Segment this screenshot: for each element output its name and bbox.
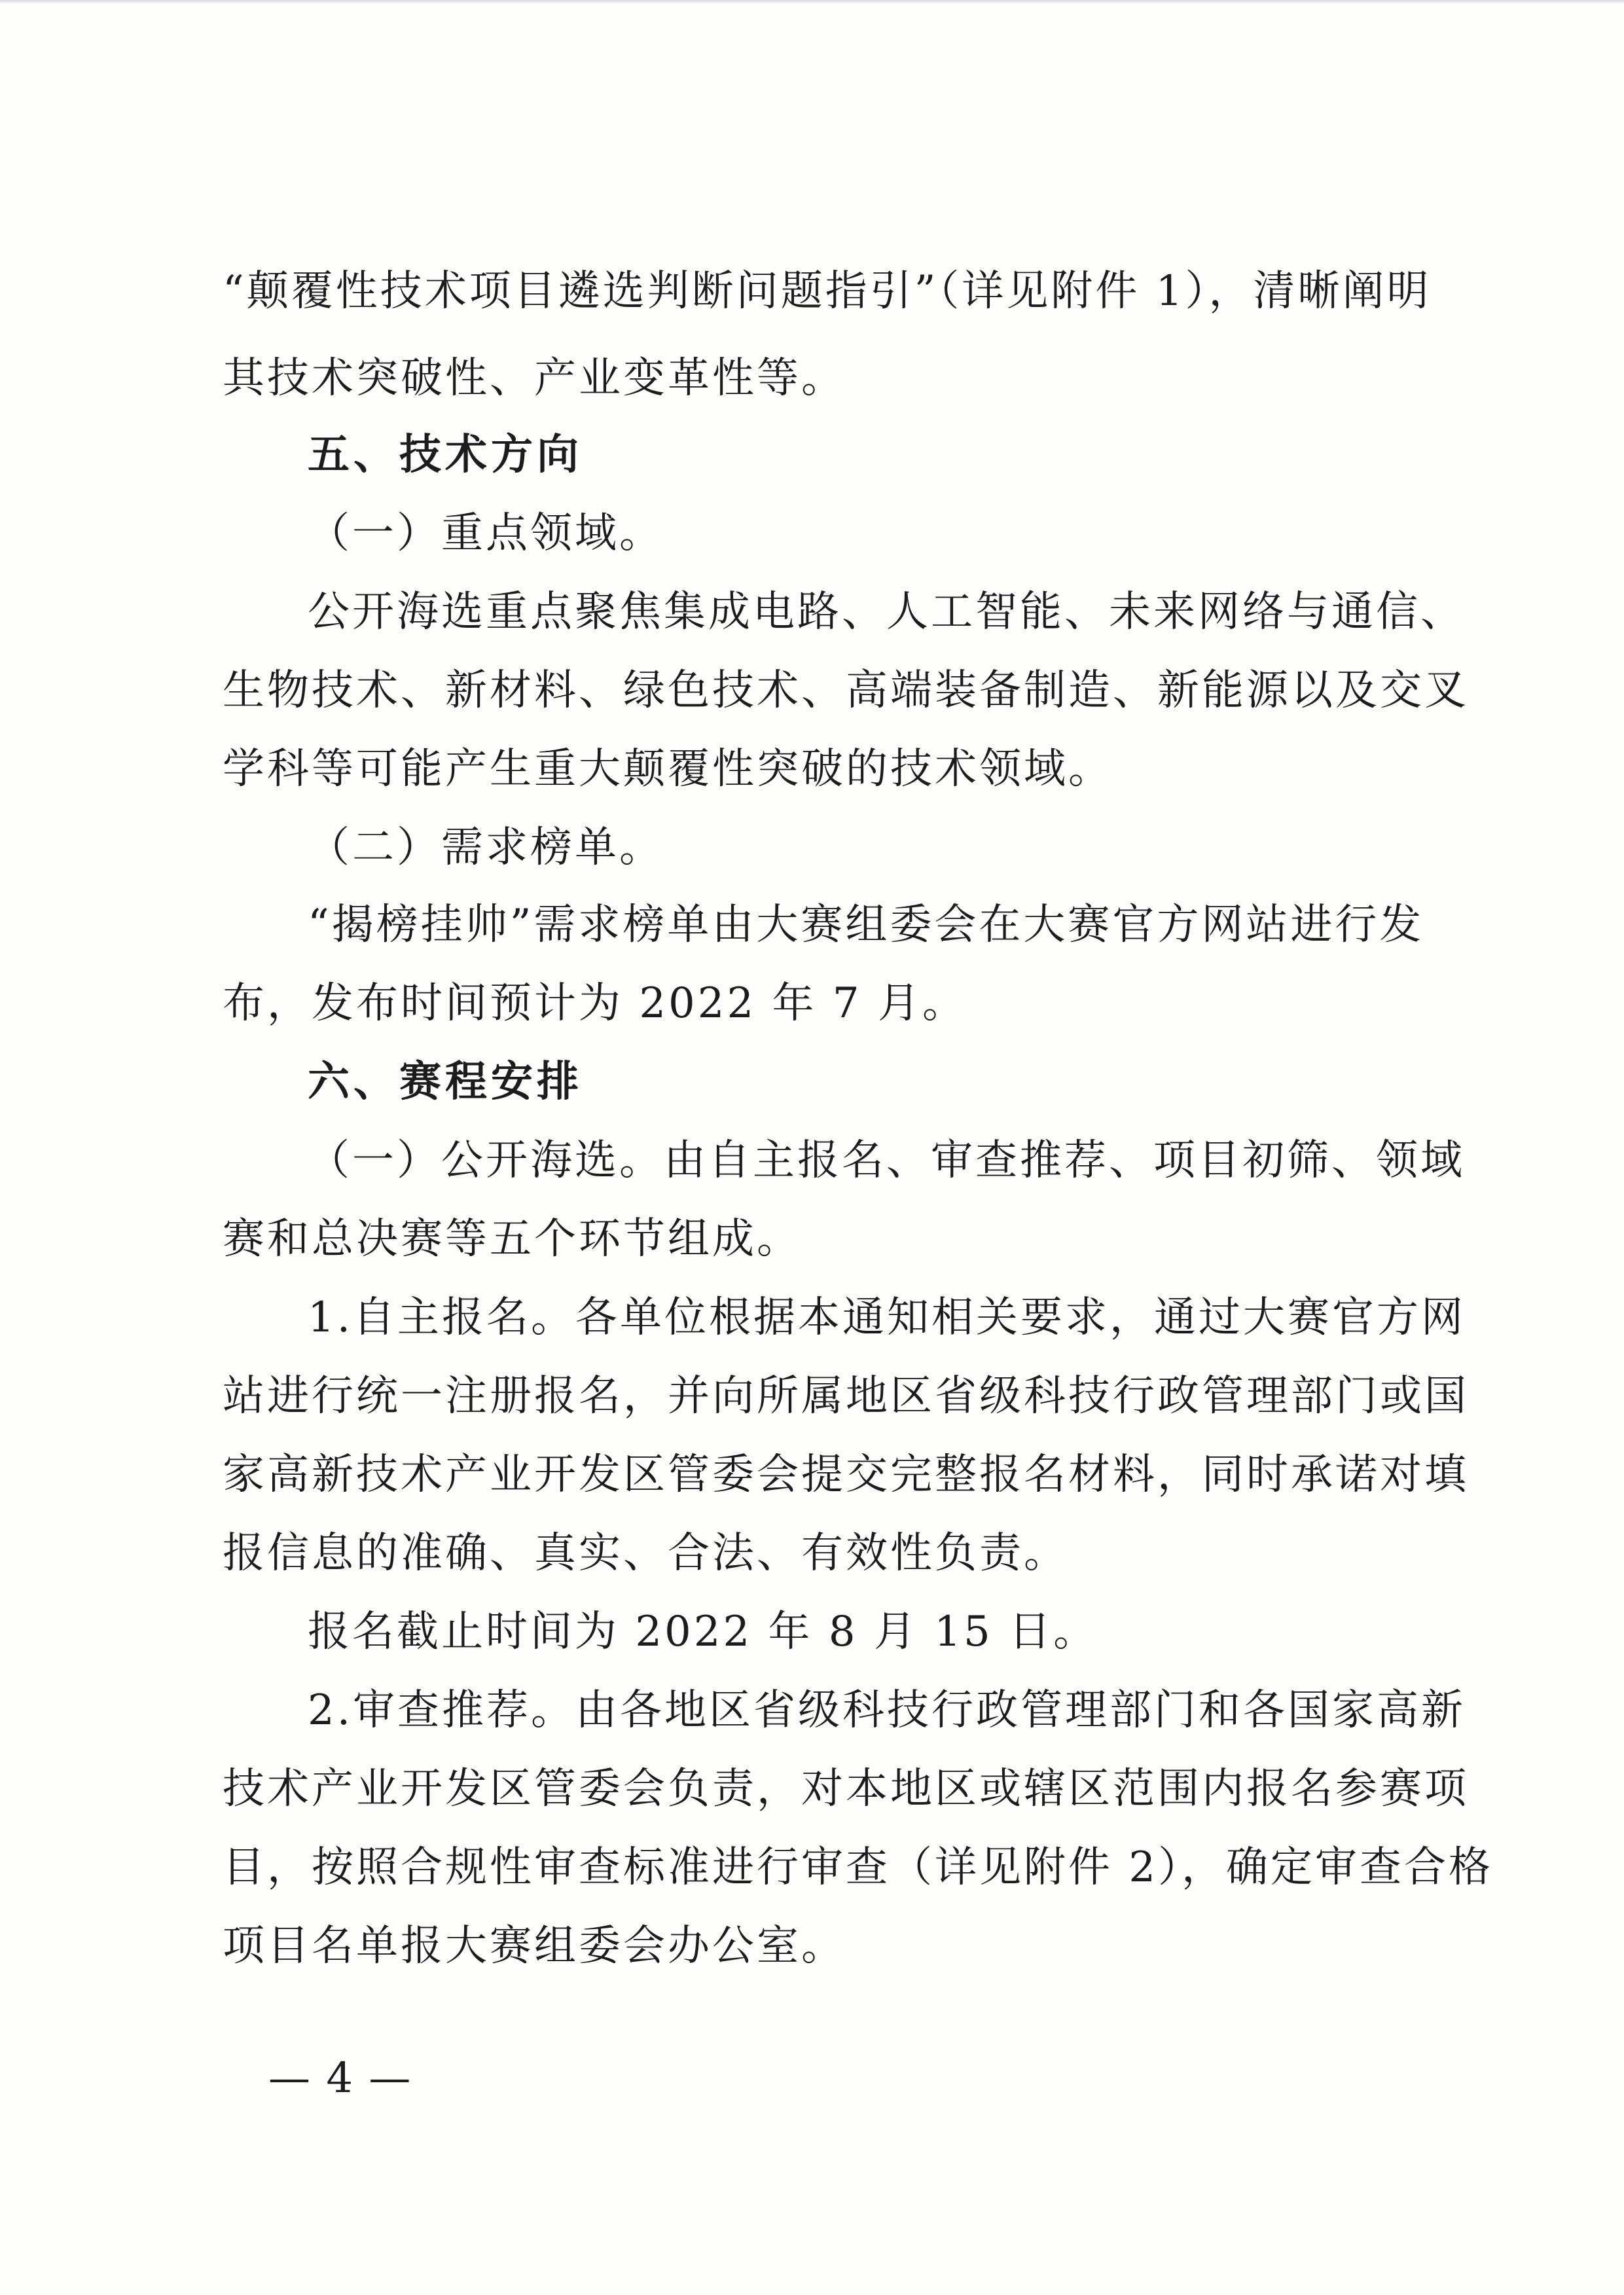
paragraph-line: 赛和总决赛等五个环节组成。: [223, 1215, 801, 1263]
paragraph-line: 生物技术、新材料、绿色技术、高端装备制造、新能源以及交叉: [223, 666, 1469, 715]
paragraph-line: （一）公开海选。由自主报名、审查推荐、项目初筛、领域: [308, 1136, 1465, 1185]
paragraph-line: 2.审查推荐。由各地区省级科技行政管理部门和各国家高新: [308, 1686, 1466, 1735]
paragraph-line: 公开海选重点聚焦集成电路、人工智能、未来网络与通信、: [308, 588, 1465, 636]
section-heading-schedule: 六、赛程安排: [308, 1058, 583, 1106]
paragraph-line: 项目名单报大赛组委会办公室。: [223, 1922, 846, 1970]
paragraph-line: 站进行统一注册报名，并向所属地区省级科技行政管理部门或国: [223, 1372, 1469, 1420]
paragraph-line: 报信息的准确、真实、合法、有效性负责。: [223, 1529, 1068, 1578]
section-heading-tech-direction: 五、技术方向: [308, 431, 583, 479]
subsection-heading-key-areas: （一）重点领域。: [308, 509, 664, 558]
scan-edge: [0, 0, 1624, 4]
paragraph-line: 报名截止时间为 2022 年 8 月 15 日。: [308, 1608, 1098, 1656]
paragraph-line: “颠覆性技术项目遴选判断问题指引”（详见附件 1），清晰阐明: [223, 267, 1432, 316]
paragraph-line: 其技术突破性、产业变革性等。: [223, 354, 846, 403]
paragraph-line: 技术产业开发区管委会负责，对本地区或辖区范围内报名参赛项: [223, 1765, 1469, 1813]
paragraph-line: 目，按照合规性审查标准进行审查（详见附件 2），确定审查合格: [223, 1843, 1494, 1892]
subsection-heading-demand-list: （二）需求榜单。: [308, 823, 664, 872]
paragraph-line: 1.自主报名。各单位根据本通知相关要求，通过大赛官方网: [308, 1293, 1466, 1342]
page-number: — 4 —: [268, 2054, 412, 2103]
paragraph-line: 家高新技术产业开发区管委会提交完整报名材料，同时承诺对填: [223, 1451, 1469, 1499]
paragraph-line: 学科等可能产生重大颠覆性突破的技术领域。: [223, 745, 1113, 793]
paragraph-line: “揭榜挂帅”需求榜单由大赛组委会在大赛官方网站进行发: [308, 901, 1424, 949]
paragraph-line: 布，发布时间预计为 2022 年 7 月。: [223, 979, 967, 1028]
